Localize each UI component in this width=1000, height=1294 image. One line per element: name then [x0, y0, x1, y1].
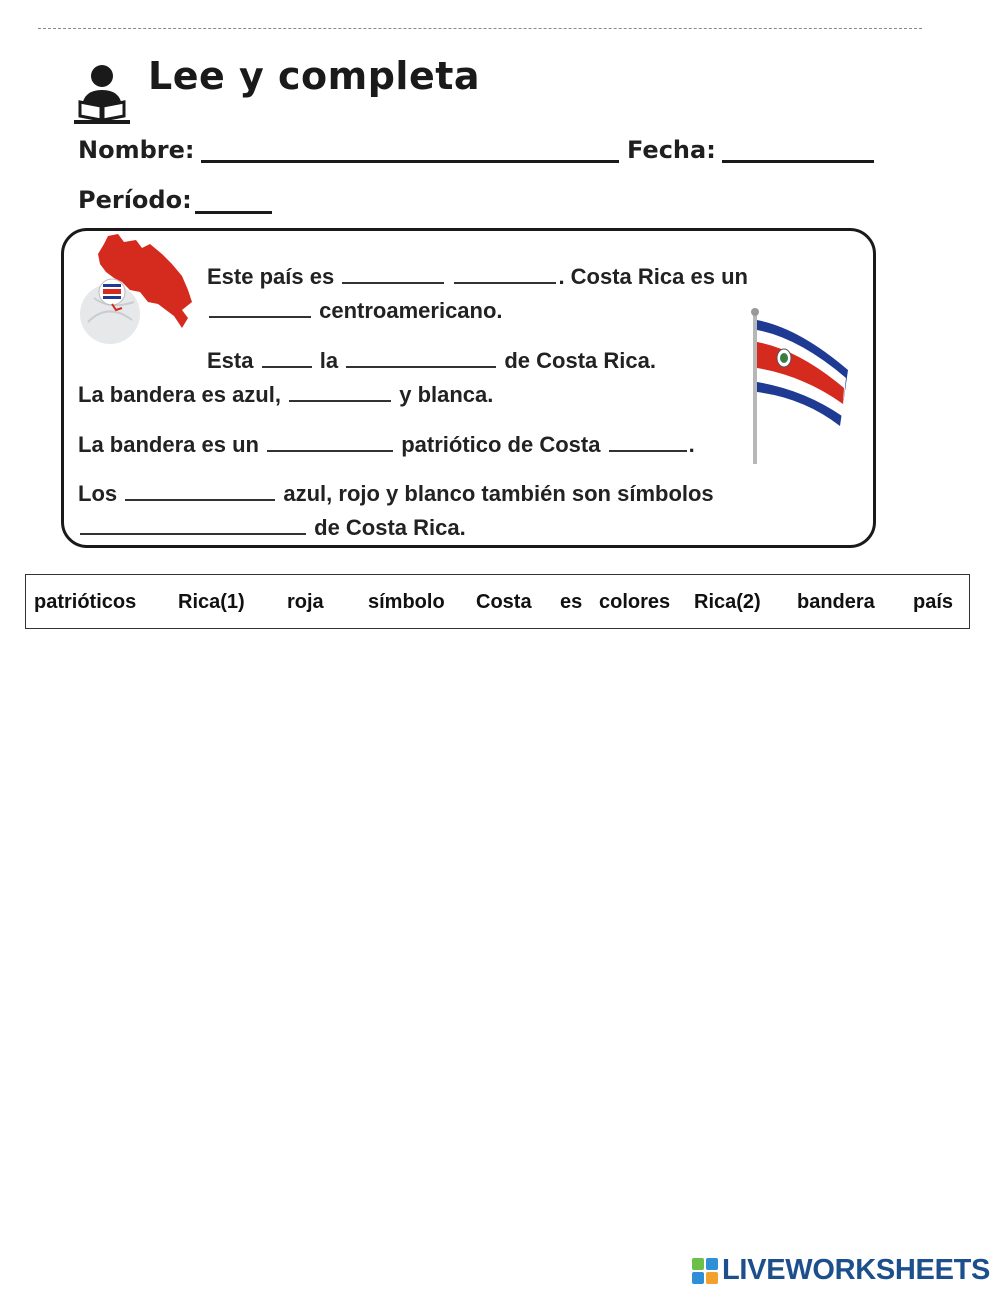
- page-title: Lee y completa: [148, 54, 481, 98]
- reading-line-4: [78, 382, 493, 408]
- word-bank-item[interactable]: colores: [599, 591, 671, 613]
- nombre-field[interactable]: [201, 160, 619, 163]
- line-3-text-a: Esta: [207, 348, 254, 373]
- line-4-text-a: La bandera es azul,: [78, 382, 281, 407]
- line-4-text-b: y blanca.: [399, 382, 494, 407]
- line-5-text-a: La bandera es un: [78, 432, 259, 457]
- liveworksheets-brand: [692, 1254, 990, 1287]
- top-dashed-divider: [38, 28, 922, 29]
- word-bank-item[interactable]: Costa: [476, 591, 532, 613]
- line-7-text-b: de Costa Rica.: [314, 515, 466, 540]
- blank-7[interactable]: [267, 449, 393, 452]
- liveworksheets-logo-icon: [692, 1258, 718, 1284]
- line-3-text-c: de Costa Rica.: [504, 348, 656, 373]
- nombre-label: Nombre:: [78, 136, 195, 164]
- reading-line-6: [78, 481, 714, 507]
- periodo-field[interactable]: [195, 211, 272, 214]
- line-6-text-b: azul, rojo y blanco también son símbolos: [283, 481, 714, 506]
- reading-line-3: [207, 348, 656, 374]
- blank-2[interactable]: [454, 281, 556, 284]
- blank-9[interactable]: [125, 498, 275, 501]
- blank-10[interactable]: [80, 532, 306, 535]
- blank-8[interactable]: [609, 449, 687, 452]
- line-3-text-b: la: [319, 348, 339, 373]
- word-bank-item[interactable]: roja: [287, 591, 324, 613]
- word-bank-item[interactable]: Rica(2): [694, 591, 761, 613]
- reading-line-1: [207, 264, 748, 290]
- word-bank: [25, 574, 970, 629]
- reading-line-7: [78, 515, 466, 541]
- word-bank-item[interactable]: bandera: [797, 591, 875, 613]
- periodo-label: Período:: [78, 186, 192, 214]
- line-5-text-b: patriótico de Costa: [401, 432, 601, 457]
- costa-rica-map-illustration: [78, 232, 200, 348]
- reader-icon: [70, 62, 134, 126]
- blank-3[interactable]: [209, 315, 311, 318]
- fecha-field[interactable]: [722, 160, 874, 163]
- line-1-text-c: . Costa Rica es un: [558, 264, 748, 289]
- reading-line-2: [207, 298, 503, 324]
- line-6-text-a: Los: [78, 481, 118, 506]
- line-1-text-a: Este país es: [207, 264, 335, 289]
- word-bank-item[interactable]: es: [560, 591, 583, 613]
- blank-4[interactable]: [262, 365, 312, 368]
- line-5-text-c: .: [688, 432, 695, 457]
- word-bank-item[interactable]: país: [913, 591, 954, 613]
- fecha-label: Fecha:: [627, 136, 716, 164]
- line-2-text-b: centroamericano.: [319, 298, 503, 323]
- costa-rica-flag-illustration: [744, 306, 854, 466]
- word-bank-item[interactable]: símbolo: [368, 591, 445, 613]
- blank-6[interactable]: [289, 399, 391, 402]
- word-bank-item[interactable]: Rica(1): [178, 591, 245, 613]
- blank-1[interactable]: [342, 281, 444, 284]
- reading-line-5: [78, 432, 695, 458]
- blank-5[interactable]: [346, 365, 496, 368]
- word-bank-item[interactable]: patrióticos: [34, 591, 137, 613]
- brand-name: LIVEWORKSHEETS: [722, 1254, 991, 1286]
